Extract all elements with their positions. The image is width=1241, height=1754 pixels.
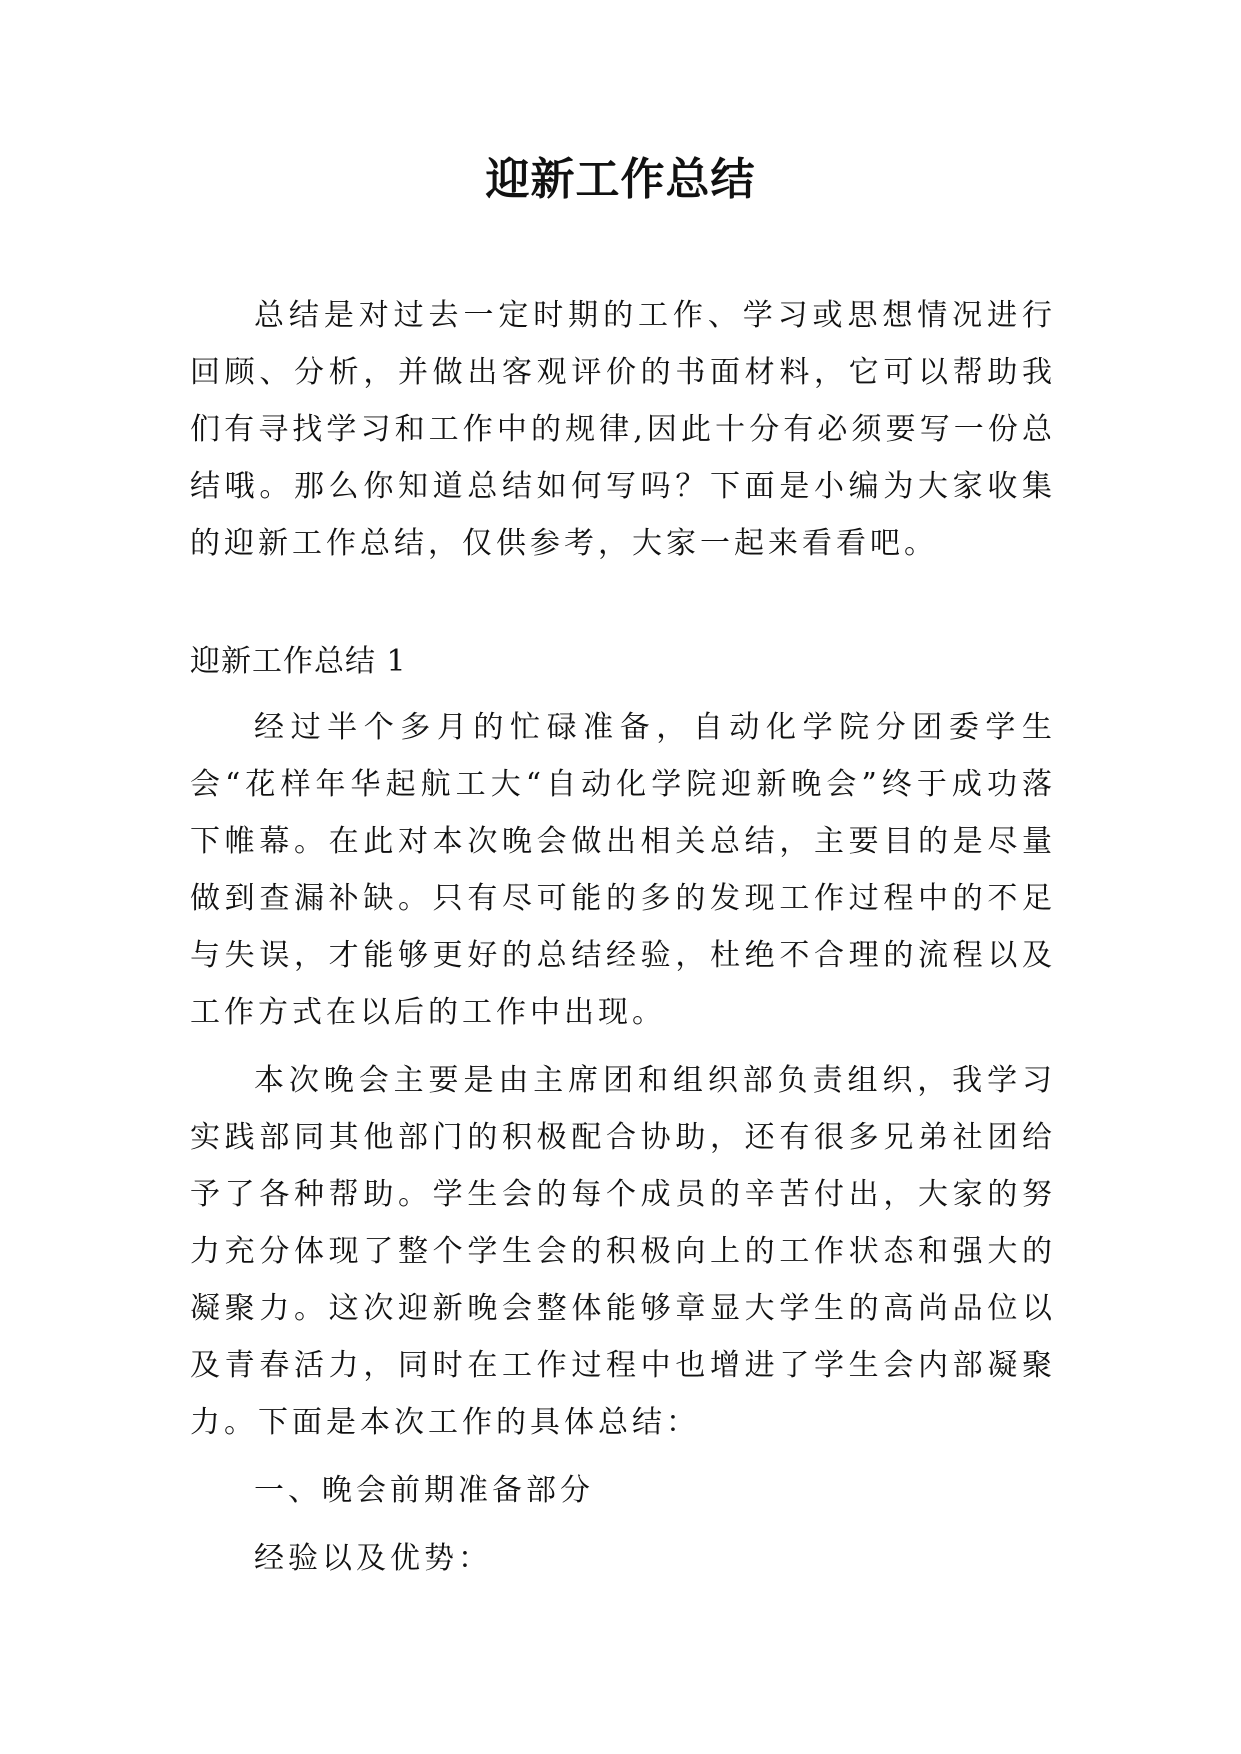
document-title: 迎新工作总结 (485, 154, 756, 205)
intro-paragraph: 总结是对过去一定时期的工作、学习或思想情况进行回顾、分析，并做出客观评价的书面材料，它可以帮助我们有寻找学习和工作中的规律,因此十分有必须要写一份总结哦。那么你知道总结如何写吗？下面是小编为大家收集的迎新工作总结，仅供参考，大家一起来看看吧。 (190, 298, 1056, 561)
body-paragraph: 经验以及优势： (254, 1541, 492, 1576)
section-1 (190, 633, 1056, 1587)
section-heading: 迎新工作总结 1 (190, 644, 407, 679)
intro-block (190, 287, 1056, 572)
body-paragraph: 经过半个多月的忙碌准备，自动化学院分团委学生会“花样年华起航工大“自动化学院迎新晚会”终于成功落下帷幕。在此对本次晚会做出相关总结，主要目的是尽量做到查漏补缺。只有尽可能的多的发现工作过程中的不足与失误，才能够更好的总结经验，杜绝不合理的流程以及工作方式在以后的工作中出现。 (190, 710, 1056, 1030)
body-paragraph: 本次晚会主要是由主席团和组织部负责组织，我学习实践部同其他部门的积极配合协助，还有很多兄弟社团给予了各种帮助。学生会的每个成员的辛苦付出，大家的努力充分体现了整个学生会的积极向上的工作状态和强大的凝聚力。这次迎新晚会整体能够章显大学生的高尚品位以及青春活力，同时在工作过程中也增进了学生会内部凝聚力。下面是本次工作的具体总结： (190, 1063, 1056, 1440)
subsection-heading: 一、晚会前期准备部分 (254, 1473, 594, 1508)
